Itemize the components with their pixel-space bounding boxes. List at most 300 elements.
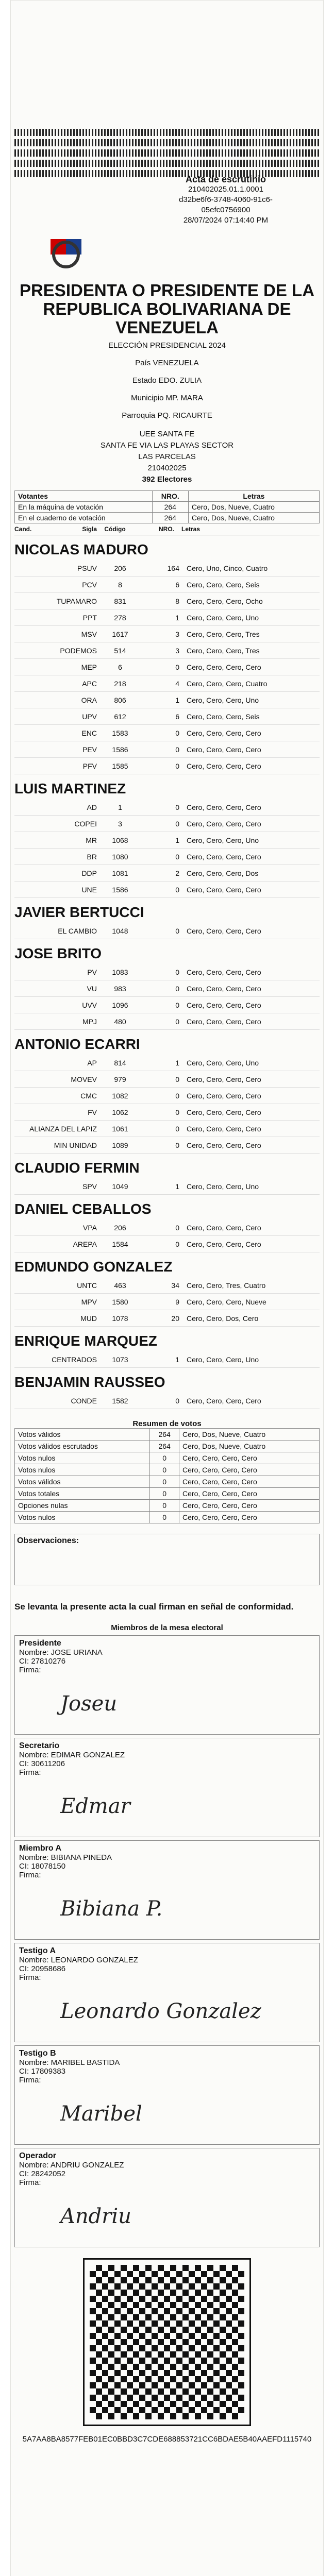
member-role: Secretario [19, 1741, 60, 1750]
summary-letras: Cero, Cero, Cero, Cero [179, 1476, 320, 1488]
summary-nro: 0 [150, 1512, 179, 1523]
party-name: AD [87, 803, 97, 811]
member-firma-label: Firma: [19, 1666, 41, 1674]
votantes-table [14, 490, 320, 523]
summary-label: Votos válidos escrutados [15, 1440, 150, 1452]
party-row [14, 577, 320, 593]
party-code: 1061 [112, 1124, 128, 1133]
party-votes-letters: Cero, Cero, Cero, Cero [187, 761, 261, 770]
candidate-name: ENRIQUE MARQUEZ [14, 1333, 157, 1349]
member-box [14, 1840, 320, 1940]
party-votes-letters: Cero, Cero, Cero, Uno [187, 1058, 259, 1067]
election-name: ELECCIÓN PRESIDENCIAL 2024 [108, 341, 226, 350]
party-code: 278 [114, 613, 126, 622]
party-name: PEV [82, 745, 97, 754]
party-code: 1580 [112, 1297, 128, 1306]
party-votes-letters: Cero, Cero, Cero, Tres [187, 630, 260, 638]
party-name: AREPA [73, 1240, 97, 1248]
party-row [14, 626, 320, 642]
votantes-row-nro: 264 [152, 502, 188, 513]
party-votes: 0 [175, 1075, 179, 1083]
summary-table [14, 1428, 320, 1523]
summary-row [15, 1500, 320, 1512]
party-votes: 0 [175, 803, 179, 811]
party-code: 1617 [112, 630, 128, 638]
party-row [14, 1351, 320, 1368]
country: País VENEZUELA [135, 359, 199, 367]
party-votes: 0 [175, 968, 179, 976]
member-signature [19, 1777, 315, 1834]
signature-icon [19, 1777, 308, 1834]
party-row [14, 560, 320, 577]
votantes-row-label: En el cuaderno de votación [15, 513, 153, 523]
state: Estado EDO. ZULIA [132, 376, 202, 385]
party-code: 6 [118, 663, 122, 671]
col-sigla: Sigla [82, 526, 97, 533]
member-firma-label: Firma: [19, 2178, 41, 2187]
party-votes: 1 [175, 1355, 179, 1364]
barcode-strip-1 [14, 129, 320, 136]
signature-text: Bibiana P. [60, 1897, 163, 1921]
member-role: Presidente [19, 1639, 61, 1648]
party-code: 1078 [112, 1314, 128, 1323]
party-name: MPJ [82, 1017, 97, 1026]
signature-icon [19, 1879, 308, 1936]
party-votes: 20 [171, 1314, 179, 1323]
party-code: 206 [114, 564, 126, 572]
party-votes: 2 [175, 869, 179, 877]
party-votes-letters: Cero, Cero, Cero, Uno [187, 836, 259, 844]
summary-row [15, 1512, 320, 1523]
votantes-letras-header: Letras [188, 491, 319, 502]
party-votes: 0 [175, 926, 179, 935]
member-box [14, 2045, 320, 2145]
summary-label: Votos válidos [15, 1429, 150, 1440]
party-votes-letters: Cero, Uno, Cinco, Cuatro [187, 564, 268, 572]
observations-label: Observaciones: [17, 1536, 79, 1545]
party-row [14, 1310, 320, 1327]
party-row [14, 1236, 320, 1252]
summary-nro: 264 [150, 1429, 179, 1440]
summary-row [15, 1464, 320, 1476]
votantes-nro-header: NRO. [152, 491, 188, 502]
party-votes: 6 [175, 580, 179, 589]
member-role: Miembro A [19, 1844, 62, 1853]
summary-letras: Cero, Cero, Cero, Cero [179, 1464, 320, 1476]
party-name: ALIANZA DEL LAPIZ [29, 1124, 97, 1133]
party-row [14, 692, 320, 708]
members-list [14, 1635, 320, 2247]
acta-datetime: 28/07/2024 07:14:40 PM [183, 216, 269, 225]
party-row [14, 1088, 320, 1104]
party-votes-letters: Cero, Cero, Cero, Cero [187, 1223, 261, 1232]
party-row [14, 849, 320, 865]
member-name: Nombre: LEONARDO GONZALEZ [19, 1956, 138, 1964]
summary-nro: 264 [150, 1440, 179, 1452]
party-votes: 0 [175, 1396, 179, 1405]
summary-letras: Cero, Dos, Nueve, Cuatro [179, 1429, 320, 1440]
location-info [14, 337, 320, 485]
party-votes-letters: Cero, Cero, Dos, Cero [187, 1314, 259, 1323]
party-votes-letters: Cero, Cero, Cero, Dos [187, 869, 259, 877]
party-row [14, 882, 320, 898]
party-code: 814 [114, 1058, 126, 1067]
signature-icon [19, 1674, 308, 1731]
signature-text: Edmar [60, 1794, 130, 1818]
votantes-header: Votantes [15, 491, 153, 502]
hash-line-2: 05efc0756900 [201, 206, 250, 214]
party-code: 3 [118, 819, 122, 828]
party-name: BR [87, 852, 97, 861]
member-box [14, 1635, 320, 1735]
results-column-headers [14, 523, 320, 535]
summary-label: Votos nulos [15, 1464, 150, 1476]
barcode-strip-3 [14, 149, 320, 157]
signature-text: Maribel [60, 2102, 142, 2126]
party-row [14, 1104, 320, 1121]
summary-label: Votos totales [15, 1488, 150, 1500]
party-row [14, 1071, 320, 1088]
party-code: 1583 [112, 728, 128, 737]
member-firma-label: Firma: [19, 1768, 41, 1777]
votantes-row-letras: Cero, Dos, Nueve, Cuatro [188, 513, 319, 523]
summary-letras: Cero, Dos, Nueve, Cuatro [179, 1440, 320, 1452]
party-row [14, 1121, 320, 1137]
party-votes: 0 [175, 1124, 179, 1133]
votantes-row-label: En la máquina de votación [15, 502, 153, 513]
summary-label: Opciones nulas [15, 1500, 150, 1512]
signature-text: Andriu [60, 2205, 131, 2228]
candidate-name: BENJAMIN RAUSSEO [14, 1374, 165, 1390]
party-votes: 164 [167, 564, 179, 572]
summary-nro: 0 [150, 1476, 179, 1488]
party-name: PCV [82, 580, 97, 589]
party-votes-letters: Cero, Cero, Cero, Cero [187, 1091, 261, 1100]
center-line-2: SANTA FE VIA LAS PLAYAS SECTOR [100, 441, 234, 450]
party-votes-letters: Cero, Cero, Cero, Ocho [187, 597, 263, 605]
votantes-row-nro: 264 [152, 513, 188, 523]
member-signature [19, 2187, 315, 2244]
party-name: FV [88, 1108, 97, 1116]
party-name: UNE [81, 885, 97, 894]
party-row [14, 708, 320, 725]
party-votes-letters: Cero, Cero, Cero, Cero [187, 926, 261, 935]
party-code: 1584 [112, 1240, 128, 1248]
party-votes: 8 [175, 597, 179, 605]
party-votes: 0 [175, 1001, 179, 1009]
party-name: MR [86, 836, 97, 844]
member-signature [19, 1879, 315, 1936]
municipality: Municipio MP. MARA [131, 394, 203, 402]
party-votes-letters: Cero, Cero, Cero, Cero [187, 1075, 261, 1083]
center-line-1: UEE SANTA FE [139, 430, 195, 438]
member-ci: CI: 27810276 [19, 1657, 66, 1666]
party-code: 612 [114, 712, 126, 721]
party-row [14, 758, 320, 774]
party-code: 514 [114, 646, 126, 655]
party-votes: 0 [175, 745, 179, 754]
party-votes: 0 [175, 1108, 179, 1116]
party-row [14, 923, 320, 939]
party-name: DDP [81, 869, 97, 877]
closing-text: Se levanta la presente acta la cual firman en señal de conformidad. [14, 1602, 294, 1612]
member-name: Nombre: ANDRIU GONZALEZ [19, 2161, 124, 2170]
party-code: 831 [114, 597, 126, 605]
barcode-strip-2 [14, 139, 320, 146]
summary-nro: 0 [150, 1452, 179, 1464]
footer-hash: 5A7AA8BA8577FEB01EC0BBD3C7CDE688853721CC6BDAE5B40AAEFD1115740 [22, 2435, 312, 2444]
party-votes-letters: Cero, Cero, Cero, Cero [187, 1141, 261, 1149]
party-votes: 0 [175, 984, 179, 993]
party-votes: 1 [175, 836, 179, 844]
party-name: MSV [81, 630, 97, 638]
party-name: MUD [80, 1314, 97, 1323]
member-box [14, 1738, 320, 1837]
members-title: Miembros de la mesa electoral [111, 1623, 223, 1632]
member-name: Nombre: BIBIANA PINEDA [19, 1853, 112, 1862]
party-name: ENC [81, 728, 97, 737]
party-name: CONDE [71, 1396, 97, 1405]
party-votes: 0 [175, 1141, 179, 1149]
member-box [14, 1943, 320, 2042]
party-name: MOVEV [71, 1075, 97, 1083]
summary-row [15, 1440, 320, 1452]
party-row [14, 659, 320, 675]
party-votes: 0 [175, 1240, 179, 1248]
party-votes: 1 [175, 613, 179, 622]
party-votes-letters: Cero, Cero, Cero, Cero [187, 728, 261, 737]
party-votes: 3 [175, 630, 179, 638]
party-row [14, 799, 320, 816]
party-votes: 0 [175, 852, 179, 861]
member-ci: CI: 30611206 [19, 1759, 65, 1768]
party-code: 1083 [112, 968, 128, 976]
cne-logo-icon [45, 232, 92, 278]
party-row [14, 1393, 320, 1409]
party-votes: 0 [175, 663, 179, 671]
party-votes-letters: Cero, Cero, Cero, Cero [187, 1124, 261, 1133]
party-row [14, 1178, 320, 1195]
summary-nro: 0 [150, 1488, 179, 1500]
party-row [14, 642, 320, 659]
party-row [14, 609, 320, 626]
party-votes-letters: Cero, Cero, Cero, Cero [187, 745, 261, 754]
party-votes: 6 [175, 712, 179, 721]
party-row [14, 865, 320, 882]
party-row [14, 816, 320, 832]
party-name: MEP [81, 663, 97, 671]
acta-id: 210402025.01.1.0001 [188, 185, 263, 194]
member-firma-label: Firma: [19, 1973, 41, 1982]
receipt-header [14, 0, 320, 278]
header-info [138, 174, 313, 226]
party-row [14, 1294, 320, 1310]
candidate-name: JAVIER BERTUCCI [14, 904, 144, 920]
party-row [14, 1137, 320, 1154]
party-votes: 0 [175, 728, 179, 737]
party-votes-letters: Cero, Cero, Tres, Cuatro [187, 1281, 266, 1290]
party-name: CENTRADOS [52, 1355, 97, 1364]
party-name: APC [82, 679, 97, 688]
member-ci: CI: 20958686 [19, 1964, 66, 1973]
col-codigo: Código [104, 526, 126, 533]
party-votes-letters: Cero, Cero, Cero, Cero [187, 663, 261, 671]
party-votes-letters: Cero, Cero, Cero, Cero [187, 1108, 261, 1116]
party-votes: 0 [175, 819, 179, 828]
party-code: 8 [118, 580, 122, 589]
party-votes: 34 [171, 1281, 179, 1290]
party-name: VPA [83, 1223, 97, 1232]
member-name: Nombre: EDIMAR GONZALEZ [19, 1751, 125, 1759]
center-line-3: LAS PARCELAS [138, 452, 196, 461]
party-name: SPV [82, 1182, 97, 1191]
party-code: 1080 [112, 852, 128, 861]
member-signature [19, 1674, 315, 1731]
party-code: 983 [114, 984, 126, 993]
party-votes-letters: Cero, Cero, Cero, Cero [187, 1396, 261, 1405]
summary-letras: Cero, Cero, Cero, Cero [179, 1452, 320, 1464]
party-row [14, 964, 320, 980]
summary-letras: Cero, Cero, Cero, Cero [179, 1500, 320, 1512]
party-votes-letters: Cero, Cero, Cero, Tres [187, 646, 260, 655]
member-firma-label: Firma: [19, 1871, 41, 1879]
candidate-name: NICOLAS MADURO [14, 541, 148, 557]
summary-row [15, 1429, 320, 1440]
signature-icon [19, 1982, 308, 2039]
party-name: MPV [81, 1297, 97, 1306]
party-row [14, 980, 320, 997]
party-code: 1586 [112, 745, 128, 754]
member-role: Testigo A [19, 1946, 56, 1955]
signature-text: Leonardo Gonzalez [60, 1999, 261, 2023]
summary-nro: 0 [150, 1464, 179, 1476]
party-votes: 3 [175, 646, 179, 655]
summary-row [15, 1452, 320, 1464]
member-name: Nombre: MARIBEL BASTIDA [19, 2058, 120, 2067]
party-votes: 0 [175, 761, 179, 770]
candidate-name: ANTONIO ECARRI [14, 1036, 140, 1052]
candidate-name: CLAUDIO FERMIN [14, 1160, 140, 1176]
qr-code [85, 2260, 249, 2425]
party-votes: 0 [175, 1091, 179, 1100]
party-votes: 9 [175, 1297, 179, 1306]
party-votes-letters: Cero, Cero, Cero, Cero [187, 885, 261, 894]
party-code: 979 [114, 1075, 126, 1083]
party-votes-letters: Cero, Cero, Cero, Cero [187, 1240, 261, 1248]
party-votes-letters: Cero, Cero, Cero, Cero [187, 819, 261, 828]
votantes-row-letras: Cero, Dos, Nueve, Cuatro [188, 502, 319, 513]
party-votes: 0 [175, 1017, 179, 1026]
party-votes-letters: Cero, Cero, Cero, Nueve [187, 1297, 266, 1306]
summary-row [15, 1476, 320, 1488]
party-code: 206 [114, 1223, 126, 1232]
party-votes-letters: Cero, Cero, Cero, Uno [187, 1182, 259, 1191]
summary-title: Resumen de votos [132, 1419, 202, 1428]
party-code: 1585 [112, 761, 128, 770]
party-votes-letters: Cero, Cero, Cero, Cero [187, 1017, 261, 1026]
party-code: 480 [114, 1017, 126, 1026]
party-name: PSUV [77, 564, 97, 572]
parish: Parroquia PQ. RICAURTE [122, 411, 212, 420]
signature-icon [19, 2187, 308, 2244]
party-votes: 1 [175, 696, 179, 704]
party-code: 1081 [112, 869, 128, 877]
member-role: Testigo B [19, 2049, 56, 2058]
summary-letras: Cero, Cero, Cero, Cero [179, 1488, 320, 1500]
observations-box [14, 1534, 320, 1585]
member-signature [19, 2084, 315, 2141]
party-row [14, 725, 320, 741]
acta-content [14, 0, 320, 2444]
summary-label: Votos válidos [15, 1476, 150, 1488]
party-votes-letters: Cero, Cero, Cero, Uno [187, 696, 259, 704]
party-row [14, 832, 320, 849]
party-code: 806 [114, 696, 126, 704]
member-role: Operador [19, 2151, 57, 2160]
party-row [14, 1055, 320, 1071]
party-name: TUPAMARO [56, 597, 97, 605]
party-row [14, 997, 320, 1013]
party-code: 1062 [112, 1108, 128, 1116]
acta-title: PRESIDENTA O PRESIDENTE DE LA REPUBLICA BOLIVARIANA DE VENEZUELA [19, 281, 315, 337]
party-code: 1049 [112, 1182, 128, 1191]
summary-label: Votos nulos [15, 1452, 150, 1464]
party-code: 1068 [112, 836, 128, 844]
center-code: 210402025 [147, 464, 187, 472]
member-ci: CI: 18078150 [19, 1862, 66, 1871]
hash-line-1: d32be6f6-3748-4060-91c6- [179, 195, 273, 204]
col-nro: NRO. [159, 526, 174, 533]
party-code: 1089 [112, 1141, 128, 1149]
candidate-name: EDMUNDO GONZALEZ [14, 1259, 173, 1275]
party-row [14, 1219, 320, 1236]
party-code: 1096 [112, 1001, 128, 1009]
candidates-list [14, 541, 320, 1409]
party-name: MIN UNIDAD [54, 1141, 97, 1149]
candidate-name: DANIEL CEBALLOS [14, 1201, 152, 1217]
party-row [14, 593, 320, 609]
party-code: 1586 [112, 885, 128, 894]
party-name: UVV [82, 1001, 97, 1009]
member-ci: CI: 17809383 [19, 2067, 66, 2076]
party-name: UPV [82, 712, 97, 721]
party-votes: 1 [175, 1182, 179, 1191]
electors-count: 392 Electores [142, 475, 192, 484]
party-votes-letters: Cero, Cero, Cero, Cero [187, 803, 261, 811]
summary-row [15, 1488, 320, 1500]
party-name: PFV [82, 761, 97, 770]
party-votes-letters: Cero, Cero, Cero, Cero [187, 1001, 261, 1009]
signature-icon [19, 2084, 308, 2141]
party-code: 1073 [112, 1355, 128, 1364]
party-votes-letters: Cero, Cero, Cero, Uno [187, 1355, 259, 1364]
party-votes-letters: Cero, Cero, Cero, Cero [187, 968, 261, 976]
summary-letras: Cero, Cero, Cero, Cero [179, 1512, 320, 1523]
member-signature [19, 1982, 315, 2039]
signature-text: Joseu [60, 1692, 118, 1716]
party-code: 1582 [112, 1396, 128, 1405]
member-box [14, 2148, 320, 2247]
party-votes-letters: Cero, Cero, Cero, Cuatro [187, 679, 268, 688]
member-ci: CI: 28242052 [19, 2170, 66, 2178]
party-code: 463 [114, 1281, 126, 1290]
party-name: PODEMOS [60, 646, 97, 655]
party-row [14, 1277, 320, 1294]
party-code: 1082 [112, 1091, 128, 1100]
party-name: UNTC [77, 1281, 97, 1290]
col-cand: Cand. [14, 526, 32, 533]
party-votes-letters: Cero, Cero, Cero, Seis [187, 580, 260, 589]
